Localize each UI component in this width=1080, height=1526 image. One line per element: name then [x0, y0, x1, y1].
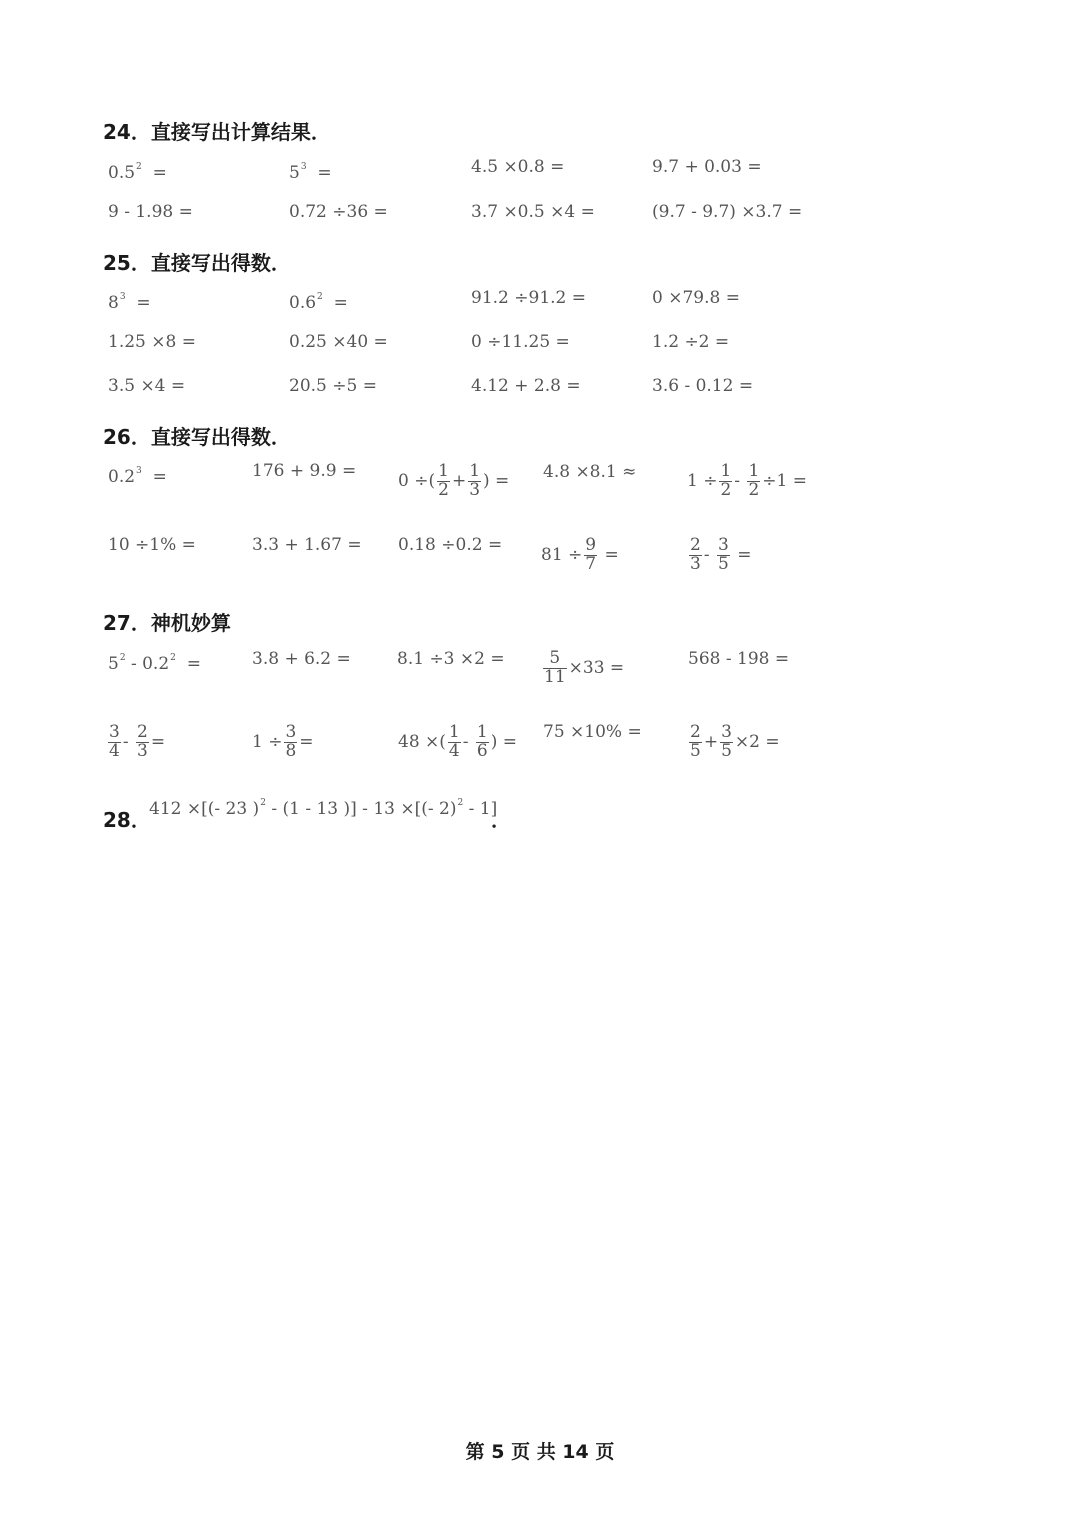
expression: 0 ×79.8 =	[652, 288, 740, 308]
expression: 9.7 + 0.03 =	[652, 157, 762, 177]
expression: 0 ÷( $\frac{1}{2}$ + $\frac{1}{3}$ ) =	[398, 461, 510, 500]
expression: 176 + 9.9 =	[252, 461, 357, 481]
expression: (9.7 - 9.7) ×3.7 =	[652, 202, 803, 222]
expression: $\frac{5}{11}$ ×33 =	[544, 648, 625, 687]
question-26-title: 26．直接写出得数．	[103, 425, 291, 449]
expression: 3.5 ×4 =	[108, 376, 186, 396]
expression: 0 ÷11.25 =	[471, 332, 570, 352]
expression: 1 ÷ $\frac{1}{2}$ - $\frac{1}{2}$ ÷1 =	[687, 461, 807, 500]
expression: 9 - 1.98 =	[108, 202, 193, 222]
expression: 1.25 ×8 =	[108, 332, 196, 352]
expression: $8^3$ =	[108, 292, 151, 313]
expression: $5^3$ =	[289, 162, 332, 183]
expression: 0.72 ÷36 =	[289, 202, 388, 222]
expression: $0.6^2$ =	[289, 292, 348, 313]
expression: 1 ÷ $\frac{3}{8}$ =	[252, 722, 314, 761]
question-27-title: 27．神机妙算	[103, 611, 231, 635]
question-24-title: 24．直接写出计算结果．	[103, 120, 331, 144]
expression: $0.2^3$ =	[108, 466, 167, 487]
expression: $\frac{3}{4}$ - $\frac{2}{3}$ =	[109, 722, 166, 761]
expression: 1.2 ÷2 =	[652, 332, 730, 352]
question-25-title: 25．直接写出得数．	[103, 251, 291, 275]
expression: 0.18 ÷0.2 =	[398, 535, 503, 555]
expression: 8.1 ÷3 ×2 =	[397, 649, 505, 669]
question-28-end: ．	[491, 808, 511, 832]
expression: 20.5 ÷5 =	[289, 376, 377, 396]
expression: 3.3 + 1.67 =	[252, 535, 362, 555]
expression: $5^2 - 0.2^2$ =	[108, 653, 201, 674]
expression: 81 ÷ $\frac{9}{7}$ =	[541, 535, 619, 574]
expression: 568 - 198 =	[688, 649, 790, 669]
expression: 412 ×[(- 23 )$^2$ - (1 - 13 )] - 13 ×[(- 2)$^2$ - 1]	[149, 798, 498, 819]
expression: 75 ×10% =	[543, 722, 642, 742]
page-footer: 第 5 页 共 14 页	[465, 1441, 615, 1463]
expression: 3.7 ×0.5 ×4 =	[471, 202, 595, 222]
expression: 3.6 - 0.12 =	[652, 376, 754, 396]
expression: $\frac{2}{5}$ + $\frac{3}{5}$ ×2 =	[690, 722, 780, 761]
expression: 91.2 ÷91.2 =	[471, 288, 586, 308]
expression: 10 ÷1% =	[108, 535, 196, 555]
question-28-label: 28．	[103, 808, 151, 832]
expression: 4.5 ×0.8 =	[471, 157, 565, 177]
expression: 4.8 ×8.1 ≈	[543, 462, 637, 482]
expression: $0.5^2$ =	[108, 162, 167, 183]
expression: 48 ×( $\frac{1}{4}$ - $\frac{1}{6}$ ) =	[398, 722, 518, 761]
expression: 3.8 + 6.2 =	[252, 649, 351, 669]
expression: 0.25 ×40 =	[289, 332, 388, 352]
expression: 4.12 + 2.8 =	[471, 376, 581, 396]
expression: $\frac{2}{3}$ - $\frac{3}{5}$ =	[690, 535, 752, 574]
